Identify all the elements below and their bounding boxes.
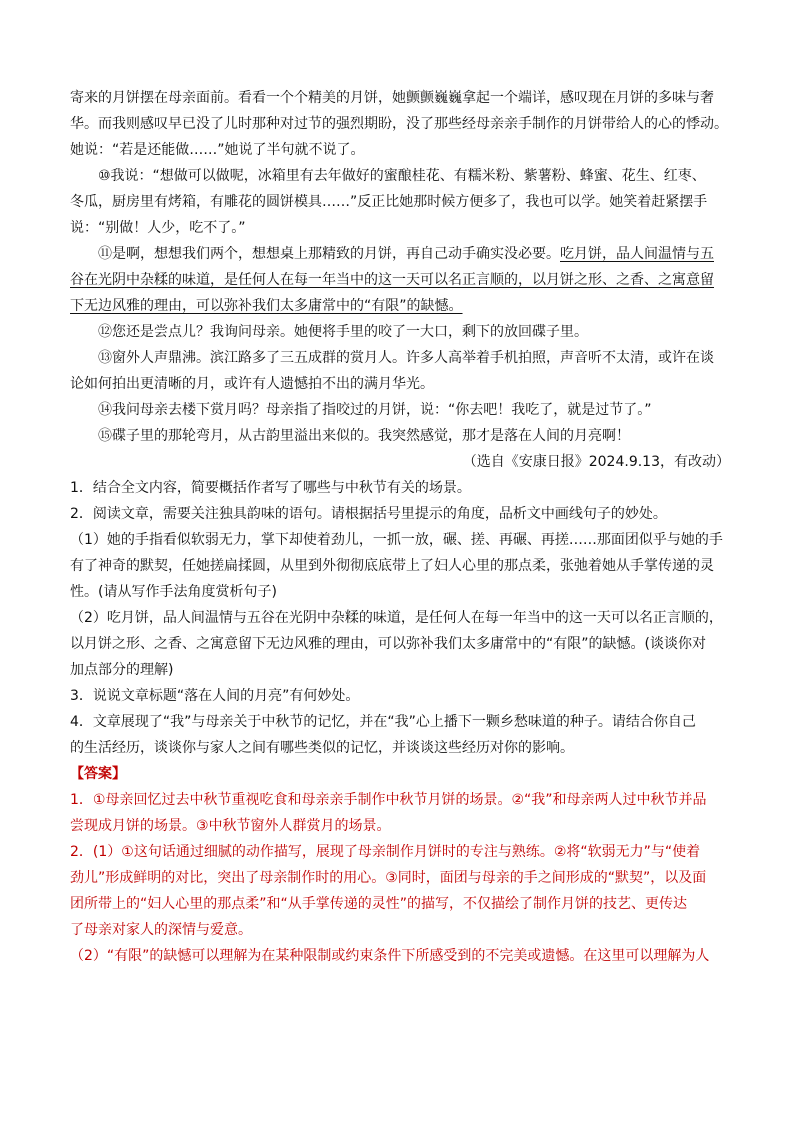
document-page xyxy=(70,85,730,969)
paragraph-11-line xyxy=(70,293,730,319)
answers xyxy=(70,761,730,969)
question-4-line: 4．文章展现了“我”与母亲关于中秋节的记忆，并在“我”心上播下一颗乡愁味道的种子。请结合你自己 xyxy=(70,714,696,730)
intro-line: 她说：“若是还能做……”她说了半句就不说了。 xyxy=(70,142,365,158)
passage xyxy=(70,85,730,475)
underlined-sentence: 谷在光阴中杂糅的味道，是任何人在每一年当中的这一天可以名正言顺的，以月饼之形、之香、之寓意留 xyxy=(70,272,714,288)
question-2-1-line: 性。(请从写作手法角度赏析句子) xyxy=(70,584,277,600)
answer-2-1-line: 团所带上的“妇人心里的那点柔”和“从手掌传递的灵性”的描写，不仅描绘了制作月饼的技艺、更传达 xyxy=(70,896,688,912)
question-2-2-line: 以月饼之形、之香、之寓意留下无边风雅的理由，可以弥补我们太多庸常中的“有限”的缺憾。(谈谈你对 xyxy=(70,636,706,652)
paragraph-11 xyxy=(70,241,730,267)
paragraph-13-line: 论如何拍出更清晰的月，或许有人遗憾拍不出的满月华光。 xyxy=(70,376,434,392)
paragraph-11-plain: ⑪是啊，想想我们两个，想想桌上那精致的月饼，再自己动手确实没必要。 xyxy=(98,246,560,262)
underlined-sentence: 吃月饼，品人间温情与五 xyxy=(560,246,714,262)
source-citation: （选自《安康日报》2024.9.13，有改动） xyxy=(462,454,730,470)
paragraph-13-line: ⑬窗外人声鼎沸。滨江路多了三五成群的赏月人。许多人高举着手机拍照，声音听不太清，或许在谈 xyxy=(98,350,714,366)
paragraph-11-line xyxy=(70,267,730,293)
question-1: 1．结合全文内容，简要概括作者写了哪些与中秋节有关的场景。 xyxy=(70,480,471,496)
question-2-1-line: 有了神奇的默契，任她搓扁揉圆，从里到外彻彻底底带上了妇人心里的那点柔，张弛着她从手掌传递的灵 xyxy=(70,558,714,574)
question-2-1-line: （1）她的手指看似软弱无力，掌下却使着劲儿，一抓一放，碾、搓、再碾、再搓……那面团似乎与她的手 xyxy=(70,532,723,548)
intro-line: 华。而我则感叹早已没了儿时那种对过节的强烈期盼，没了那些经母亲亲手制作的月饼带给人的心的悸动。 xyxy=(70,116,728,132)
answer-heading: 【答案】 xyxy=(70,766,126,782)
paragraph-15: ⑮碟子里的那轮弯月，从古韵里溢出来似的。我突然感觉，那才是落在人间的月亮啊！ xyxy=(98,428,630,444)
paragraph-10-line: 说：“别做！人少，吃不了。” xyxy=(70,220,246,236)
underlined-sentence: 下无边风雅的理由，可以弥补我们太多庸常中的“有限”的缺憾。 xyxy=(70,298,463,314)
paragraph-12: ⑫您还是尝点儿？我询问母亲。她便将手里的咬了一大口，剩下的放回碟子里。 xyxy=(98,324,588,340)
paragraph-10-line: 冬瓜，厨房里有烤箱，有雕花的圆饼模具……”反正比她那时候方便多了，我也可以学。她笑着赶紧摆手 xyxy=(70,194,708,210)
answer-2-1-line: 劲儿”形成鲜明的对比，突出了母亲制作时的用心。③同时，面团与母亲的手之间形成的“默契”，以及面 xyxy=(70,870,707,886)
question-3: 3．说说文章标题“落在人间的月亮”有何妙处。 xyxy=(70,688,360,704)
questions xyxy=(70,475,730,761)
answer-2-1-line: 2．(1）①这句话通过细腻的动作描写，展现了母亲制作月饼时的专注与熟练。②将“软弱无力”与“使着 xyxy=(70,844,701,860)
question-2-2-line: （2）吃月饼，品人间温情与五谷在光阴中杂糅的味道，是任何人在每一年当中的这一天可以名正言顺的， xyxy=(70,610,723,626)
answer-2-2-line: （2）“有限”的缺憾可以理解为在某种限制或约束条件下所感受到的不完美或遗憾。在这里可以理解为人 xyxy=(70,948,710,964)
paragraph-14: ⑭我问母亲去楼下赏月吗？母亲指了指咬过的月饼，说：“你去吧！我吃了，就是过节了。” xyxy=(98,402,652,418)
question-4-line: 的生活经历，谈谈你与家人之间有哪些类似的记忆，并谈谈这些经历对你的影响。 xyxy=(70,740,574,756)
answer-1-line: 1．①母亲回忆过去中秋节重视吃食和母亲亲手制作中秋节月饼的场景。②“我”和母亲两人过中秋节并品 xyxy=(70,792,707,808)
answer-2-1-line: 了母亲对家人的深情与爱意。 xyxy=(70,922,252,938)
answer-1-line: 尝现成月饼的场景。③中秋节窗外人群赏月的场景。 xyxy=(70,818,391,834)
paragraph-10-line: ⑩我说：“想做可以做呢，冰箱里有去年做好的蜜酿桂花、有糯米粉、紫薯粉、蜂蜜、花生、红枣、 xyxy=(98,168,706,184)
question-2-2-line: 加点部分的理解) xyxy=(70,662,174,678)
intro-line: 寄来的月饼摆在母亲面前。看看一个个精美的月饼，她颤颤巍巍拿起一个端详，感叹现在月饼的多味与奢 xyxy=(70,90,714,106)
question-2: 2．阅读文章，需要关注独具韵味的语句。请根据括号里提示的角度，品析文中画线句子的妙处。 xyxy=(70,506,667,522)
